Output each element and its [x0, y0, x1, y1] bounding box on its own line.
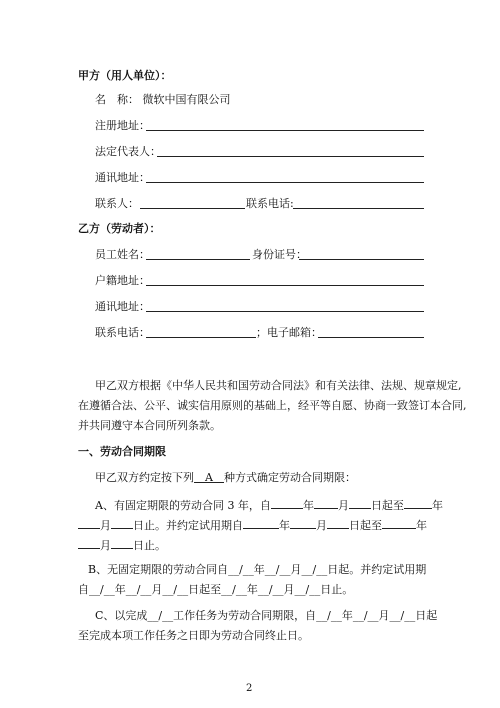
option-a-text-9: 月: [316, 519, 327, 532]
option-a-text-4: 日起至: [370, 499, 404, 512]
party-b-heading: 乙方（劳动者）：: [78, 222, 161, 235]
option-a-text-7: 日止。并约定试用期自: [133, 519, 243, 532]
employee-name-field[interactable]: [146, 248, 250, 260]
email-label: ；电子邮箱：: [256, 326, 322, 339]
intro-line-1: 甲乙双方根据《中华人民共和国劳动合同法》和有关法律、法规、规章规定,: [95, 379, 462, 392]
party-a-mailing-address-label: 通讯地址：: [95, 171, 150, 184]
option-a-text-13: 日止。: [133, 539, 166, 552]
option-a-line-3: [78, 537, 166, 553]
party-b-mailing-address-label: 通讯地址：: [95, 300, 150, 313]
option-a-text-1: A、有固定期限的劳动合同 3 年，自: [95, 499, 271, 512]
party-b-phone-field[interactable]: [146, 326, 256, 338]
probation-start-year-field[interactable]: [243, 517, 279, 529]
email-field[interactable]: [318, 326, 424, 338]
option-b-line-2: 自__/__年__/__月__/__日起至__/__年__/__月__/__日止。: [78, 583, 354, 596]
option-a-line-2: [78, 517, 427, 533]
option-a-text-12: 月: [100, 539, 111, 552]
option-a-start-day-field[interactable]: [349, 497, 371, 509]
household-address-field[interactable]: [146, 274, 424, 286]
option-a-text-3: 月: [337, 499, 349, 512]
registered-address-field[interactable]: [146, 119, 424, 131]
intro-line-3: 并共同遵守本合同所列条款。: [78, 419, 221, 432]
id-number-field[interactable]: [299, 248, 424, 260]
option-a-start-month-field[interactable]: [314, 497, 338, 509]
company-name-value: 微软中国有限公司: [142, 93, 231, 106]
option-a-text-2: 年: [302, 499, 314, 512]
term-prefix: 甲乙双方约定按下列: [95, 471, 194, 484]
contact-phone-label: 联系电话:: [246, 197, 294, 210]
option-a-text-6: 月: [100, 519, 111, 532]
legal-rep-field[interactable]: [157, 145, 424, 157]
option-a-end-month-field[interactable]: [78, 517, 100, 529]
contact-person-label: 联系人：: [95, 197, 139, 210]
term-suffix: 种方式确定劳动合同期限：: [224, 471, 356, 484]
option-c-line-1: C、以完成__/__工作任务为劳动合同期限，自__/__年__/__月__/__日起: [95, 609, 438, 622]
option-c-line-2: 至完成本项工作任务之日即为劳动合同终止日。: [78, 629, 309, 642]
intro-line-2: 在遵循合法、公平、诚实信用原则的基础上，经平等自愿、协商一致签订本合同,: [78, 399, 467, 412]
contact-phone-field[interactable]: [293, 197, 424, 209]
id-number-label: 身份证号：: [252, 248, 307, 261]
option-a-text-11: 年: [416, 519, 427, 532]
company-name-row: [95, 93, 231, 107]
term-choice-value[interactable]: A: [194, 471, 224, 483]
company-name-label: 名 称：: [95, 93, 139, 106]
section-1-heading: 一、劳动合同期限: [78, 445, 166, 458]
option-a-end-day-field[interactable]: [111, 517, 133, 529]
page-number: 2: [246, 683, 253, 694]
probation-start-day-field[interactable]: [327, 517, 349, 529]
party-a-mailing-address-field[interactable]: [146, 171, 424, 183]
party-b-phone-label: 联系电话：: [95, 326, 150, 339]
probation-end-day-field[interactable]: [111, 537, 133, 549]
probation-start-month-field[interactable]: [290, 517, 316, 529]
option-b-line-1: B、无固定期限的劳动合同自__/__年__/__月__/__日起。并约定试用期: [88, 563, 427, 576]
registered-address-label: 注册地址：: [95, 119, 150, 132]
option-a-line-1: [95, 497, 443, 513]
legal-rep-label: 法定代表人：: [95, 145, 161, 158]
probation-end-year-field[interactable]: [382, 517, 416, 529]
probation-end-month-field[interactable]: [78, 537, 100, 549]
option-a-end-year-field[interactable]: [404, 497, 432, 509]
option-a-text-8: 年: [279, 519, 290, 532]
option-a-text-5: 年: [431, 499, 443, 512]
party-a-heading: 甲方（用人单位）：: [78, 69, 172, 82]
option-a-start-year-field[interactable]: [271, 497, 303, 509]
party-b-mailing-address-field[interactable]: [146, 300, 424, 312]
term-method-row: [95, 471, 356, 485]
option-a-text-10: 日起至: [349, 519, 382, 532]
contact-person-field[interactable]: [140, 197, 245, 209]
employee-name-label: 员工姓名：: [95, 248, 150, 261]
household-address-label: 户籍地址：: [95, 274, 150, 287]
